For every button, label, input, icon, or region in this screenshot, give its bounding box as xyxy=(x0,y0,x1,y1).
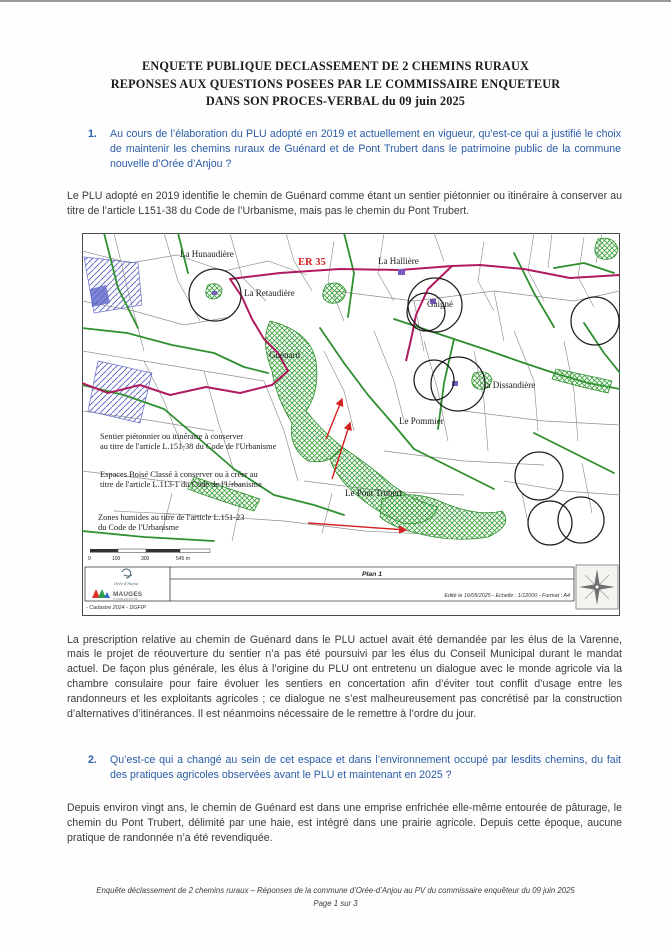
paragraph-2: La prescription relative au chemin de Guénard dans le PLU actuel avait été demandée par les élus de la Varenne, mais le projet de réouverture du sentier n’a pas été poursuivi par les élus du Conseil Municipal durant le mandat actuel. De façon plus générale, les élus à l’origine du PLU ont entretenu un dialogue avec le monde agricole via la chambre consulaire pour faire évoluer les sentiers en concertation afin d’éviter tout conflit d’usage entre les randonneurs et les exploitants agricoles ; ce dialogue ne s’est malheureusement pas concrétisé par la construction d’alternatives d’itinérances. Il est néanmoins nécessaire de le remettre à l’ordre du jour. xyxy=(67,633,622,721)
plu-map-figure xyxy=(82,233,620,616)
question-2 xyxy=(88,753,621,784)
title-line-1: ENQUETE PUBLIQUE DECLASSEMENT DE 2 CHEMINS RURAUX xyxy=(141,59,530,73)
place-label-le-pommier: Le Pommier xyxy=(399,415,444,426)
place-label-le-pont-trubert: Le Pont Trubert xyxy=(345,487,403,498)
question-2-text: Qu’est-ce qui a changé au sein de cet espace et dans l’environnement occupé par lesdits chemins, du fait des pratiques agricoles observées avant le PLU et maintenant en 2025 ? xyxy=(110,753,621,782)
legend-sentier-line-2: au titre de l'article L.151-38 du Code de l'Urbanisme xyxy=(100,441,277,451)
title-line-3: DANS SON PROCES-VERBAL du 09 juin 2025 xyxy=(205,94,466,108)
legend-zones-humides-line-1: Zones humides au titre de l'article L.151-23 xyxy=(98,512,245,522)
place-label-la-dissandiere: la Dissandière xyxy=(484,379,536,390)
legend-ebc-line-1: Espaces Boisé Classé à conserver ou à créer au xyxy=(100,469,258,479)
mauges-logo-subtext: COMMUNAUTÉ xyxy=(113,596,138,601)
scale-tick-300: 300 xyxy=(141,555,150,562)
legend-ebc-line-2: titre de l'article L.113-1 du Code de l'Urbanisme xyxy=(100,479,262,489)
question-1 xyxy=(88,127,621,173)
scale-tick-100: 100 xyxy=(112,555,121,562)
plu-map xyxy=(82,233,620,616)
place-label-guenard: Guénard xyxy=(269,349,300,360)
place-label-la-hunaudiere: La Hunaudière xyxy=(180,248,234,259)
compass-rose-icon xyxy=(576,565,618,609)
scale-tick-0: 0 xyxy=(88,555,91,562)
cadastre-credit: - Cadastre 2024 - DGFIP xyxy=(86,604,146,611)
oree-anjou-logo-text: Orée d'Anjou xyxy=(113,580,139,586)
map-credit: Edité le 16/05/2025 - Echelle : 1/12000 - Format : A4 xyxy=(444,592,570,599)
question-1-number: 1. xyxy=(88,127,97,140)
title-line-2: REPONSES AUX QUESTIONS POSEES PAR LE COMMISSAIRE ENQUETEUR xyxy=(110,76,561,91)
question-2-number: 2. xyxy=(88,753,97,766)
document-title xyxy=(0,58,671,111)
footer-page-number: Page 1 sur 3 xyxy=(313,898,358,908)
mauges-logo-text: MAUGES xyxy=(113,590,143,598)
legend-sentier-line-1: Sentier piétonnier ou itinéraire à conserver xyxy=(100,431,244,441)
place-label-la-retaudiere: La Retaudière xyxy=(244,287,295,298)
scale-tick-545: 545 m xyxy=(176,555,190,562)
paragraph-3: Depuis environ vingt ans, le chemin de Guénard est dans une emprise enfrichée elle-même entourée de pâturage, le chemin du Pont Trubert, délimité par une haie, est intégré dans une prairie agricole. Depuis cette époque, aucune pratique de randonnée n’a été revendiquée. xyxy=(67,801,622,844)
paragraph-1: Le PLU adopté en 2019 identifie le chemin de Guénard comme étant un sentier piétonnier ou itinéraire à conserver au titre de l’article L151-38 du Code de l’Urbanisme, mais pas le chemin du Pont Trubert. xyxy=(67,189,622,217)
page-footer xyxy=(0,885,671,910)
question-1-text: Au cours de l’élaboration du PLU adopté en 2019 et actuellement en vigueur, qu’est-ce qui a justifié le choix de maintenir les chemins ruraux de Guénard et de Pont Trubert dans le patrimoine public de la commune nouvelle d’Orée d’Anjou ? xyxy=(110,127,621,171)
er35-label: ER 35 xyxy=(298,256,326,268)
footer-document-reference: Enquête déclassement de 2 chemins ruraux – Réponses de la commune d’Orée-d’Anjou au PV du commissaire enquêteur du 09 juin 2025 xyxy=(96,886,575,895)
legend-zones-humides-line-2: du Code de l'Urbanisme xyxy=(98,522,179,532)
place-label-gaigne: Gaigné xyxy=(427,298,453,309)
place-label-la-halliere: La Hallière xyxy=(378,255,419,266)
plan-title: Plan 1 xyxy=(361,570,383,578)
